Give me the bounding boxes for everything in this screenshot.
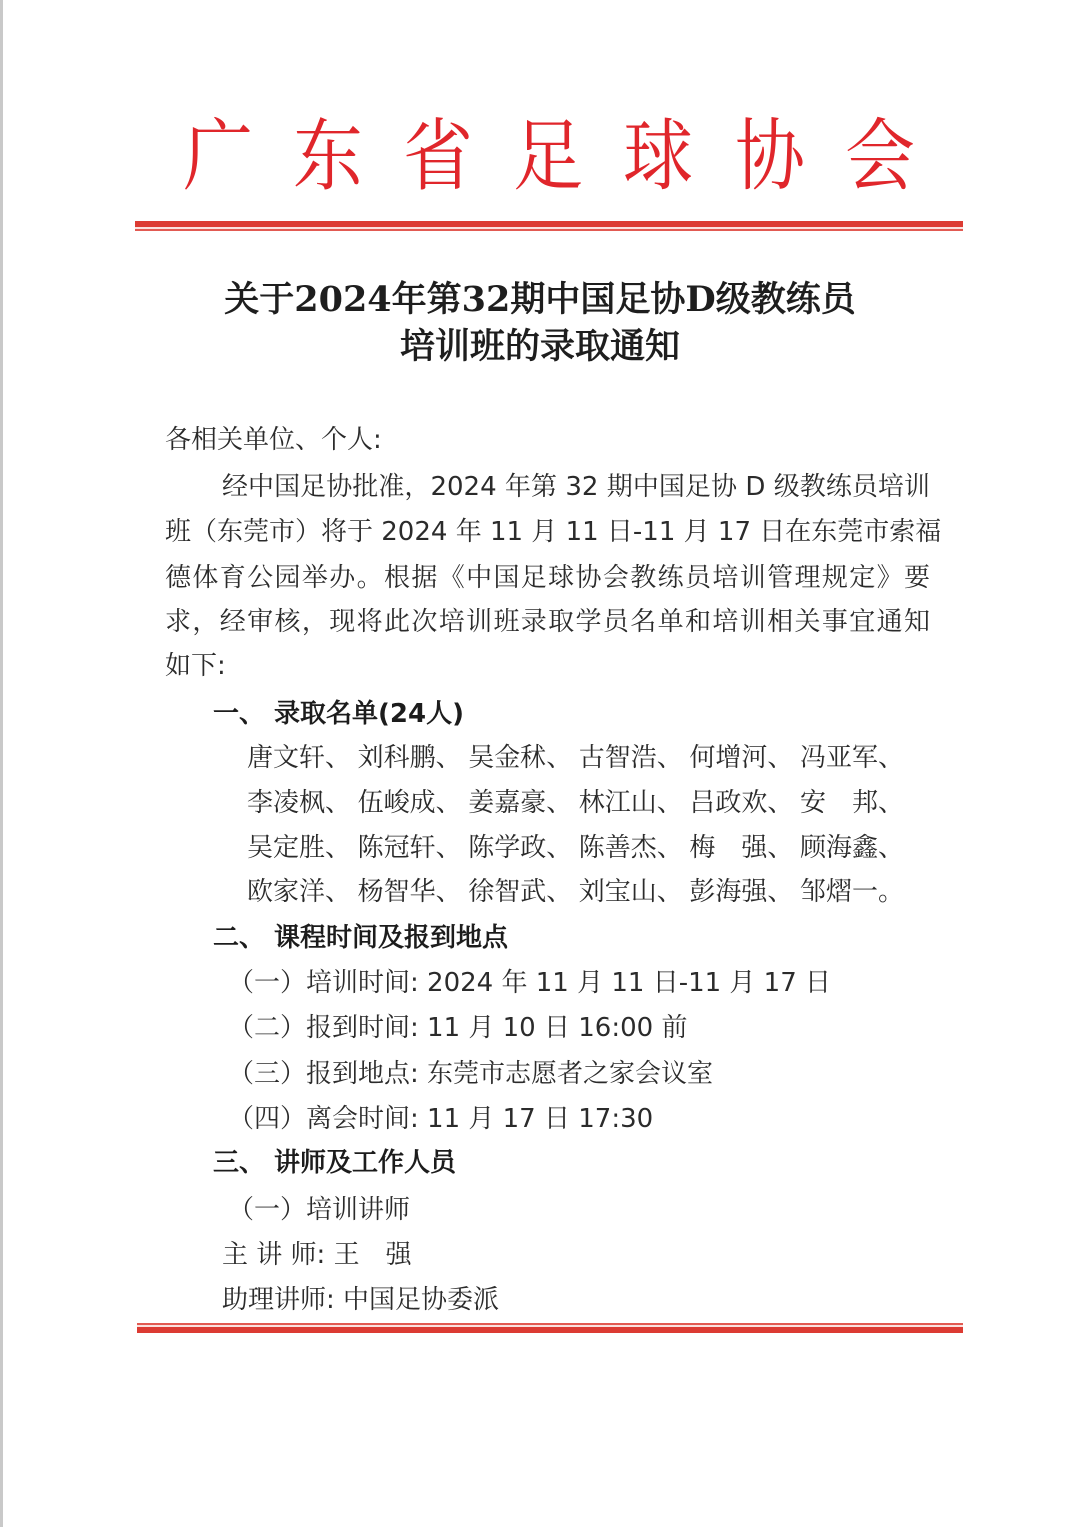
letterhead-char: 协: [735, 110, 805, 203]
name-list-row: [247, 786, 904, 820]
schedule-label: （一）培训时间:: [228, 968, 419, 998]
admitted-name: 何增河、: [689, 743, 794, 773]
schedule-value: 11 月 10 日 16:00 前: [427, 1013, 688, 1043]
admitted-name: 古智浩、: [578, 743, 683, 773]
name-list-row: [247, 831, 904, 865]
admitted-name: 吴金秫、: [468, 743, 573, 773]
admitted-name: 邹熠一。: [799, 877, 904, 907]
letterhead: [135, 108, 962, 203]
assistant-instructor: [222, 1283, 499, 1317]
schedule-item-training-time: [228, 966, 831, 1000]
admitted-name: 徐智武、: [468, 877, 573, 907]
assistant-instructor-label: 助理讲师:: [222, 1285, 335, 1315]
name-list-row: [247, 875, 904, 909]
lead-instructor: [222, 1238, 412, 1272]
admitted-name: 梅 强、: [689, 833, 794, 863]
schedule-value: 东莞市志愿者之家会议室: [427, 1059, 714, 1089]
schedule-label: （四）离会时间:: [228, 1104, 419, 1134]
intro-line: 经中国足协批准，2024 年第 32 期中国足协 D 级教练员培训: [222, 472, 930, 502]
schedule-item-departure-time: [228, 1102, 653, 1136]
letterhead-char: 球: [623, 110, 693, 203]
intro-line: 求，经审核，现将此次培训班录取学员名单和培训相关事宜通知: [165, 607, 930, 637]
admitted-name: 吴定胜、: [247, 833, 352, 863]
letterhead-char: 东: [293, 110, 363, 203]
admitted-name: 陈善杰、: [578, 833, 683, 863]
admitted-name: 刘科鹏、: [357, 743, 462, 773]
admitted-name: 伍峻成、: [357, 788, 462, 818]
intro-line: 班（东莞市）将于 2024 年 11 月 11 日-11 月 17 日在东莞市索福: [165, 517, 942, 547]
page-edge: [0, 0, 3, 1527]
schedule-item-checkin-location: [228, 1057, 713, 1091]
admitted-name: 陈冠轩、: [357, 833, 462, 863]
document-title-line2: 培训班的录取通知: [399, 326, 680, 367]
admitted-name: 陈学政、: [468, 833, 573, 863]
intro-line: 如下:: [165, 651, 226, 681]
document-title-line1: 关于2024年第32期中国足协D级教练员: [224, 279, 856, 320]
admitted-name: 顾海鑫、: [799, 833, 904, 863]
staff-subheading-instructors: （一）培训讲师: [228, 1195, 411, 1225]
schedule-value: 11 月 17 日 17:30: [427, 1104, 654, 1134]
admitted-name: 吕政欢、: [689, 788, 794, 818]
name-list-row: [247, 741, 904, 775]
intro-line: 德体育公园举办。根据《中国足球协会教练员培训管理规定》要: [165, 563, 930, 593]
admitted-name: 李凌枫、: [247, 788, 352, 818]
admitted-name: 唐文轩、: [247, 743, 352, 773]
footer-rule: [137, 1323, 963, 1333]
assistant-instructor-value: 中国足协委派: [343, 1285, 500, 1315]
admitted-name: 姜嘉豪、: [468, 788, 573, 818]
schedule-label: （二）报到时间:: [228, 1013, 419, 1043]
admitted-name: 欧家洋、: [247, 877, 352, 907]
schedule-item-checkin-time: [228, 1011, 687, 1045]
schedule-label: （三）报到地点:: [228, 1059, 419, 1089]
letterhead-char: 会: [845, 110, 915, 203]
schedule-value: 2024 年 11 月 11 日-11 月 17 日: [427, 968, 832, 998]
admitted-name: 杨智华、: [357, 877, 462, 907]
admitted-name: 冯亚军、: [799, 743, 904, 773]
section-heading-schedule: 二、 课程时间及报到地点: [213, 923, 509, 953]
letterhead-char: 广: [183, 110, 253, 203]
admitted-name: 刘宝山、: [578, 877, 683, 907]
letterhead-char: 足: [513, 110, 583, 203]
salutation: 各相关单位、个人:: [165, 425, 382, 455]
admitted-name: 安 邦、: [799, 788, 904, 818]
admitted-name: 林江山、: [578, 788, 683, 818]
letterhead-char: 省: [403, 110, 473, 203]
lead-instructor-label: 主 讲 师:: [222, 1240, 326, 1270]
section-heading-admission: 一、 录取名单(24人): [213, 699, 464, 729]
admitted-name: 彭海强、: [689, 877, 794, 907]
section-heading-staff: 三、 讲师及工作人员: [213, 1148, 457, 1178]
letterhead-rule-top: [135, 221, 963, 231]
lead-instructor-name: 王 强: [333, 1240, 412, 1270]
